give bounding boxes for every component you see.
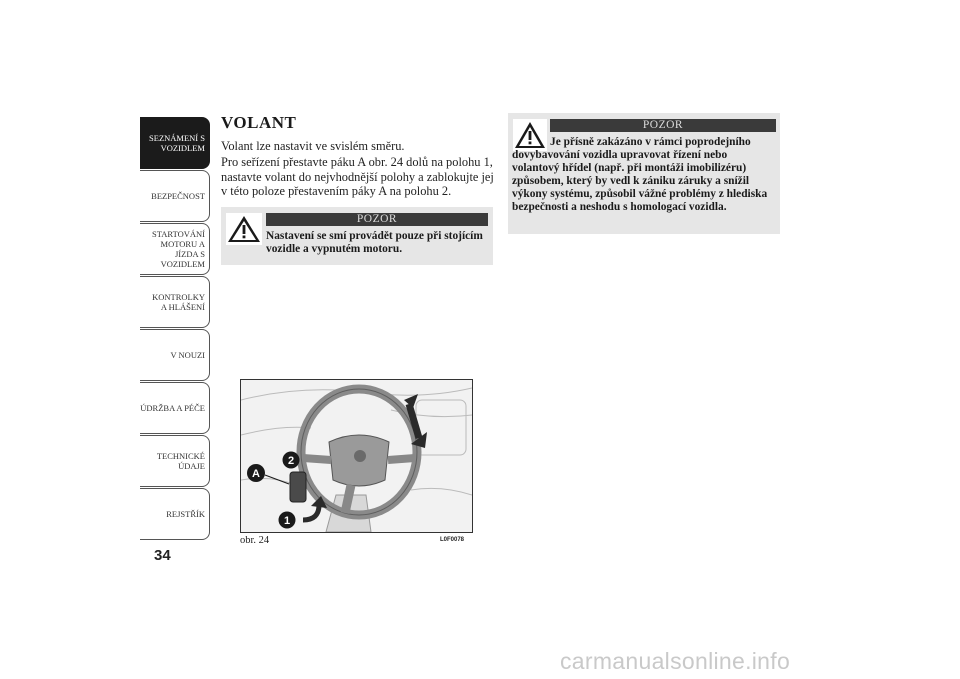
figure-code: L0F0078 — [440, 537, 465, 543]
tab-rejstrik[interactable] — [140, 488, 210, 540]
label-1: 1 — [283, 515, 291, 527]
tab-bezpecnost[interactable] — [140, 170, 210, 222]
warning-triangle-icon — [226, 213, 262, 245]
figure-caption: obr. 24 — [240, 535, 270, 546]
watermark: carmanualsonline.info — [560, 648, 791, 674]
tab-label: V NOUZI — [170, 350, 205, 360]
warning-text: Nastavení se smí provádět pouze při stojícím vozidle a vypnutém motoru. — [266, 230, 483, 255]
steering-wheel-figure — [240, 379, 473, 533]
tab-startovani-motoru[interactable] — [140, 223, 210, 275]
warning-title: POZOR — [266, 213, 488, 226]
tab-label: BEZPEČNOST — [151, 191, 205, 201]
tab-udrzba-a-pece[interactable] — [140, 382, 210, 434]
tab-label: TECHNICKÉ ÚDAJE — [156, 451, 205, 471]
tab-seznameni-s-vozidlem[interactable] — [140, 117, 210, 169]
steering-wheel-illustration — [241, 380, 472, 532]
tab-v-nouzi[interactable] — [140, 329, 210, 381]
section-heading: VOLANT — [221, 113, 297, 132]
warning-text: Je přísně zakázáno v rámci poprodejního dovybavování vozidla upravovat řízení nebo volantový hřídel (např. při montáži imobilizéru) způsobem, který by vedl k zániku záruky a snížil výkony systému, způsobil vážné problémy z hlediska bezpečnosti a neshodu s homologací vozidla. — [512, 136, 768, 213]
tab-label: SEZNÁMENÍ S VOZIDLEM — [149, 133, 205, 153]
warning-title: POZOR — [550, 119, 776, 132]
tab-label: ÚDRŽBA A PÉČE — [140, 403, 205, 413]
warning-box-1 — [221, 207, 493, 265]
warning-box-2 — [508, 113, 780, 234]
tab-label: KONTROLKY A HLÁŠENÍ — [152, 292, 205, 312]
tab-kontrolky-a-hlaseni[interactable] — [140, 276, 210, 328]
intro-paragraph: Volant lze nastavit ve svislém směru. — [221, 139, 405, 153]
tab-technicke-udaje[interactable] — [140, 435, 210, 487]
label-a: A — [252, 468, 260, 480]
tab-label: REJSTŘÍK — [166, 509, 205, 519]
tab-label: STARTOVÁNÍ MOTORU A JÍZDA S VOZIDLEM — [152, 229, 205, 269]
adjustment-paragraph: Pro seřízení přestavte páku A obr. 24 dolů na polohu 1, nastavte volant do nejvhodnější polohy a zablokujte jej v této poloze přestavením páky A na polohu 2. — [221, 155, 494, 198]
page-number: 34 — [154, 547, 171, 564]
label-2: 2 — [287, 455, 295, 467]
